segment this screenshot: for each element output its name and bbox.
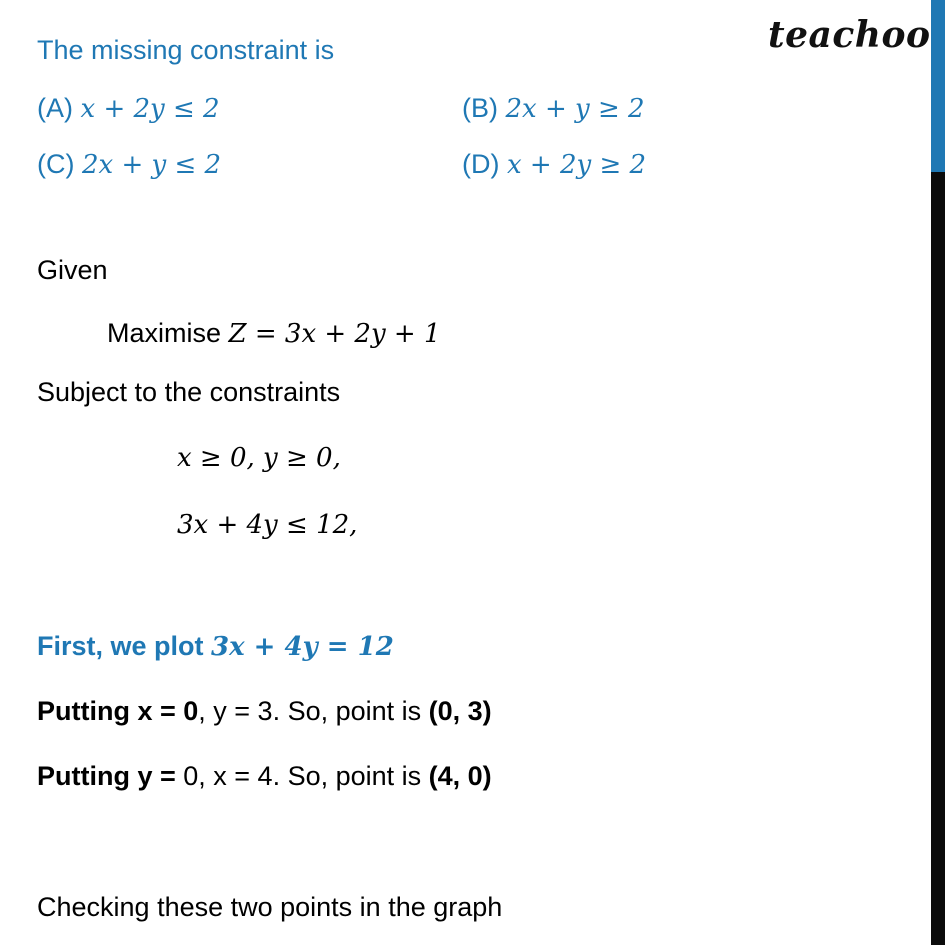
point1-line bbox=[37, 694, 492, 728]
option-d-label: (D) bbox=[462, 149, 500, 179]
option-c-expr: 2x + y ≤ 2 bbox=[82, 150, 222, 180]
point2-coords: (4, 0) bbox=[428, 761, 492, 791]
question-title: The missing constraint is bbox=[37, 35, 335, 65]
option-c bbox=[37, 147, 221, 182]
option-a-expr: x + 2y ≤ 2 bbox=[80, 94, 220, 124]
option-d bbox=[462, 147, 646, 182]
option-c-label: (C) bbox=[37, 149, 75, 179]
objective-line bbox=[107, 316, 441, 351]
plot-heading bbox=[37, 629, 394, 664]
option-b bbox=[462, 91, 645, 126]
subject-to-label: Subject to the constraints bbox=[37, 377, 341, 407]
plot-heading-expr: 3x + 4y = 12 bbox=[211, 632, 394, 662]
point2-bold: Putting y = bbox=[37, 761, 184, 791]
plot-heading-text: First, we plot bbox=[37, 631, 204, 661]
objective-expr: Z = 3x + 2y + 1 bbox=[228, 319, 441, 349]
given-label: Given bbox=[37, 255, 108, 285]
checking-line: Checking these two points in the graph bbox=[37, 892, 503, 922]
point1-coords: (0, 3) bbox=[428, 696, 492, 726]
option-b-label: (B) bbox=[462, 93, 498, 123]
option-d-expr: x + 2y ≥ 2 bbox=[507, 150, 647, 180]
constraint-main: 3x + 4y ≤ 12, bbox=[177, 510, 358, 540]
constraint-nonneg: x ≥ 0, y ≥ 0, bbox=[177, 443, 341, 473]
scroll-thumb[interactable] bbox=[931, 0, 945, 172]
point2-text: 0, x = 4. So, point is bbox=[183, 761, 429, 791]
point2-line bbox=[37, 759, 492, 793]
option-a-label: (A) bbox=[37, 93, 73, 123]
point1-text: , y = 3. So, point is bbox=[198, 696, 429, 726]
option-b-expr: 2x + y ≥ 2 bbox=[505, 94, 645, 124]
teachoo-logo: teachoo bbox=[768, 14, 931, 56]
point1-bold: Putting x = 0 bbox=[37, 696, 199, 726]
option-a bbox=[37, 91, 220, 126]
maximise-label: Maximise bbox=[107, 318, 222, 348]
